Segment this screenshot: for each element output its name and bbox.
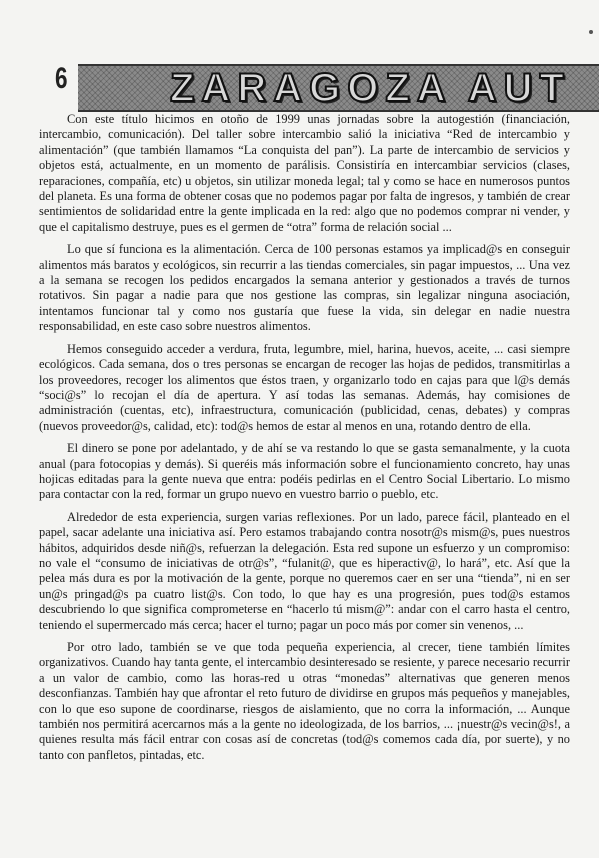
paragraph: El dinero se pone por adelantado, y de ahí se va restando lo que se gasta semanalmente, y la cuota anual (para fotocopias y demás). Si queréis más información sobre el funcionamiento concreto, hay unas hojicas editadas para la gente nueva que entra: podéis pedirlas en el Centro Social Libertario. Lo mismo para contactar con la red, formar un grupo nuevo en vuestro barrio o pueblo, etc. [39,441,570,502]
page-number: 6 [55,62,68,95]
paragraph: Lo que sí funciona es la alimentación. Cerca de 100 personas estamos ya implicad@s en conseguir alimentos más baratos y ecológicos, sin recurrir a las tiendas comerciales, sin pagar impuestos, ... Una vez a la semana se recogen los pedidos encargados la semana anterior y gestionados a través de turnos rotativos. Sin pagar a nadie para que nos gestione las compras, sin legalizar ninguna asociación, intentamos funcionar tal y como nos gustaría que fuese la vida, sin delegar en nadie nuestra responsabilidad, en este caso sobre nuestros alimentos. [39,242,570,334]
scan-speck [589,30,593,34]
paragraph: Con este título hicimos en otoño de 1999 unas jornadas sobre la autogestión (financiación, intercambio, comunicación). Del taller sobre intercambio salió la iniciativa “Red de intercambio y alimentación” (que también llamamos “La conquista del pan”). La parte de intercambio de servicios y objetos está, actualmente, en un momento de parálisis. Consistiría en intercambiar servicios (clases, reparaciones, compañía, etc) u objetos, sin utilizar moneda legal; tal y como se hace en numerosos puntos del planeta. Es una forma de obtener cosas que no podemos pagar por falta de ingresos, y también de crear sentimientos de solidaridad entre la gente implicada en la red: algo que no podemos comprar ni vender, y que el capitalismo destruye, pues es el germen de “otra” forma de relación social ... [39,112,570,234]
header-banner [78,64,599,112]
paragraph: Alrededor de esta experiencia, surgen varias reflexiones. Por un lado, parece fácil, planteado en el papel, sacar adelante una iniciativa así. Pero estamos trabajando contra nosotr@s mism@s, pues nuestros hábitos, adquiridos desde niñ@s, refuerzan la delegación. Esta red supone un esfuerzo y un compromiso: no vale el “consumo de iniciativas de otr@s”, “fulanit@, que es hiperactiv@, lo hará”, etc. Así que la pelea más dura es por la motivación de la gente, porque no queremos caer en ser una “tienda”, ni en ser un@s pringad@s pa cuatro list@s. Con todo, lo que hay es una progresión, pues tod@s estamos descubriendo lo que significa comprometerse en “hacerlo tú mism@”: andar con el carro hasta el centro, teniendo el supermercado más cerca; hacer el turno; pagar un poco más por comer sin venenos, ... [39,509,570,632]
banner-title: ZARAGOZA AUT [170,66,571,110]
paragraph: Hemos conseguido acceder a verdura, fruta, legumbre, miel, harina, huevos, aceite, ... casi siempre ecológicos. Cada semana, dos o tres personas se encargan de recoger las hojas de pedidos, transmitirlas a los proveedores, recoger los alimentos que éstos traen, y organizarlo todo en cajas para que l@s demás “soci@s” lo recojan el día de apertura. Y así todas las semanas. Además, hay comisiones de administración (cuentas, etc), infraestructura, comunicación (publicidad, cenas, debates) y compras (nuevos proveedor@s, calidad, etc): tod@s hemos de estar al menos en una, rotando dentro de ella. [39,341,570,433]
paragraph: Por otro lado, también se ve que toda pequeña experiencia, al crecer, tiene también límites organizativos. Cuando hay tanta gente, el intercambio desinteresado se resiente, y parece necesario recurrir a un valor de cambio, como las horas-red u otras “monedas” alternativas que generen menos desconfianzas. También hay que afrontar el reto futuro de dividirse en grupos más pequeños y manejables, con lo que eso supone de coordinarse, riesgos de aislamiento, que no corra la información, ... Aunque también nos permitirá acercarnos más a la gente no ideologizada, de los barrios, ... ¡nuestr@s vecin@s!, a quienes resulta más fácil entrar con cosas así de concretas (tod@s comemos cada día, por suerte), y no tanto con panfletos, pintadas, etc. [39,640,570,762]
article-body [39,112,570,770]
